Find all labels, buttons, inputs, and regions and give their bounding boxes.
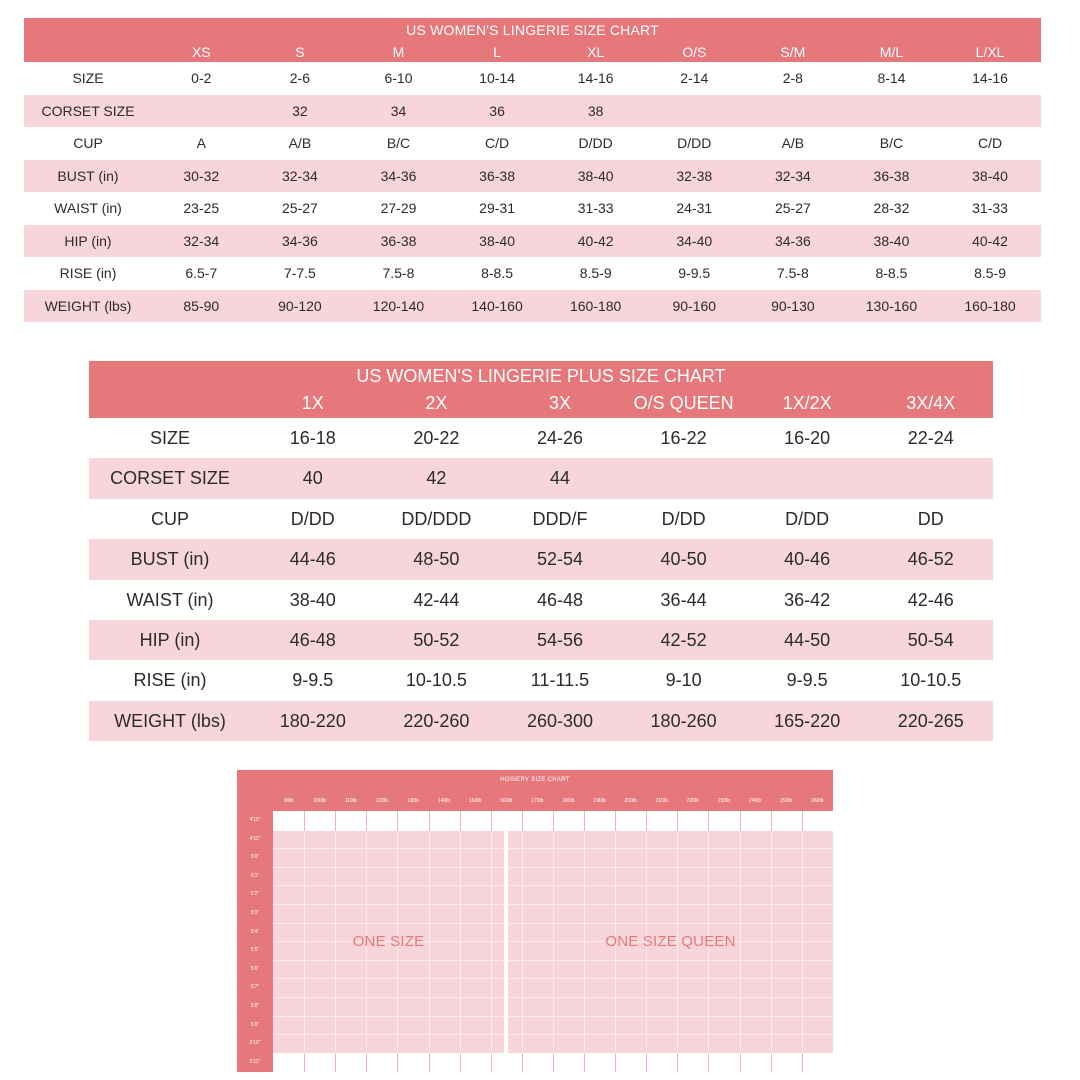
weight-header: 250lb <box>780 798 793 804</box>
table-row <box>24 127 1041 160</box>
row-label: RISE (in) <box>59 265 117 281</box>
table-cell: 8.5-9 <box>579 265 612 281</box>
height-label: 5'3" <box>250 910 260 916</box>
height-label: 5'11" <box>249 1058 261 1065</box>
table-cell: 29-31 <box>479 200 515 216</box>
chart-body <box>24 62 1041 322</box>
table-cell: DDD/F <box>532 508 588 529</box>
weight-header: 240lb <box>748 798 762 804</box>
size-header: L <box>493 44 501 60</box>
table-cell: B/C <box>386 135 411 151</box>
table-cell: 48-50 <box>413 549 460 570</box>
table-cell: 85-90 <box>183 297 220 314</box>
size-header: O/S <box>682 44 707 60</box>
table-cell: C/D <box>485 135 510 151</box>
table-cell: 2-14 <box>680 70 709 86</box>
size-header: M <box>392 44 405 60</box>
size-header: S <box>295 44 305 60</box>
height-label: 5'10" <box>249 1040 261 1047</box>
table-cell: 36-38 <box>380 232 417 249</box>
table-row <box>89 580 993 620</box>
table-cell: 160-180 <box>964 297 1016 314</box>
table-cell: 16-18 <box>289 428 336 448</box>
table-row <box>89 458 993 498</box>
table-cell: 14-16 <box>577 70 614 86</box>
table-cell: 7.5-8 <box>776 265 809 281</box>
height-label: 5'4" <box>250 928 260 935</box>
table-row <box>24 290 1041 323</box>
weight-header: 180lb <box>562 798 575 804</box>
table-cell: 40-42 <box>577 232 614 249</box>
plus-size-header: 1X <box>301 393 324 413</box>
table-cell: 38-40 <box>577 167 614 184</box>
table-row <box>24 62 1041 95</box>
table-cell: 38 <box>587 102 604 119</box>
table-cell: 6-10 <box>384 70 413 86</box>
row-label: SIZE <box>149 428 190 448</box>
table-cell: 52-54 <box>536 549 583 570</box>
table-cell: 10-10.5 <box>900 670 962 691</box>
table-cell: 24-26 <box>536 428 583 448</box>
table-cell: 180-260 <box>650 710 717 731</box>
plus-size-header: 1X/2X <box>782 393 832 413</box>
table-cell: 7-7.5 <box>283 265 316 281</box>
table-cell: 9-10 <box>665 670 702 691</box>
table-cell: DD/DDD <box>401 508 472 529</box>
table-cell: 11-11.5 <box>530 670 590 691</box>
table-cell: 50-52 <box>413 629 460 650</box>
row-label: HIP (in) <box>139 629 201 650</box>
table-cell <box>869 458 993 498</box>
table-cell: 28-32 <box>873 200 910 216</box>
table-row <box>24 95 1041 128</box>
table-cell: 90-160 <box>672 297 717 314</box>
row-label: WEIGHT (lbs) <box>44 297 132 314</box>
weight-header: 100lb <box>313 798 326 804</box>
table-cell: DD <box>917 508 944 529</box>
table-cell: 42-46 <box>907 589 954 610</box>
table-cell: 46-52 <box>907 549 954 570</box>
height-label: 5'1" <box>250 872 260 879</box>
table-cell: 25-27 <box>281 200 318 216</box>
weight-header: 260lb <box>811 798 824 804</box>
height-label: 5'9" <box>250 1021 260 1028</box>
table-cell: 130-160 <box>865 297 918 314</box>
plus-size-header: 3X/4X <box>906 393 956 413</box>
table-cell: D/DD <box>290 508 335 529</box>
table-row <box>24 160 1041 193</box>
table-cell: 2-6 <box>289 70 310 86</box>
table-cell: D/DD <box>578 135 613 151</box>
table-cell: 34-36 <box>774 232 811 249</box>
table-cell: A <box>196 135 206 151</box>
table-row <box>24 225 1041 258</box>
table-cell: 32-34 <box>183 232 220 249</box>
row-label: CORSET SIZE <box>110 468 230 489</box>
table-cell: 32-34 <box>281 167 318 184</box>
row-label: CUP <box>150 508 189 529</box>
table-cell: D/DD <box>785 508 830 529</box>
hosiery-size-chart <box>237 770 833 1072</box>
table-cell: 44-46 <box>289 549 336 570</box>
table-cell: 36-42 <box>784 589 831 610</box>
table-cell: C/D <box>977 135 1003 151</box>
table-cell: 0-2 <box>191 70 212 86</box>
size-header: M/L <box>879 44 904 60</box>
table-cell: 31-33 <box>577 200 614 216</box>
table-cell: 42 <box>426 468 447 489</box>
table-cell: 36-44 <box>660 589 707 610</box>
table-cell: 32 <box>292 102 308 119</box>
table-cell: A/B <box>781 135 805 151</box>
plus-size-header: 3X <box>548 393 571 413</box>
row-label: RISE (in) <box>133 670 207 691</box>
table-cell: 23-25 <box>183 200 220 216</box>
table-cell: 34-40 <box>676 232 713 249</box>
table-cell <box>744 95 843 128</box>
weight-header: 110lb <box>344 798 357 804</box>
table-cell: A/B <box>288 135 312 151</box>
table-row <box>89 620 993 660</box>
height-label: 4'11" <box>249 835 261 842</box>
table-cell: 40-42 <box>972 232 1008 249</box>
table-cell: 7.5-8 <box>382 265 415 281</box>
table-cell: 54-56 <box>536 629 583 650</box>
table-cell: 220-260 <box>403 710 470 731</box>
table-cell: 160-180 <box>569 297 622 314</box>
table-cell: 8-8.5 <box>875 265 908 281</box>
table-cell: 14-16 <box>972 70 1008 86</box>
plus-chart-header <box>89 361 993 418</box>
table-cell: 6.5-7 <box>185 265 218 281</box>
height-label: 5'5" <box>250 947 260 954</box>
table-cell: 90-130 <box>771 297 815 314</box>
table-cell: 22-24 <box>907 428 954 448</box>
table-cell: 34 <box>390 102 407 119</box>
lingerie-plus-size-chart <box>89 361 993 741</box>
table-cell: 90-120 <box>278 297 322 314</box>
table-cell: 34-36 <box>380 167 417 184</box>
table-cell: 260-300 <box>526 710 594 731</box>
height-label: 5'7" <box>250 984 260 991</box>
table-row <box>89 660 993 700</box>
table-cell <box>745 458 869 498</box>
table-row <box>24 192 1041 225</box>
size-header: L/XL <box>975 44 1005 60</box>
weight-header: 190lb <box>593 798 606 804</box>
table-cell: 32-38 <box>676 167 713 184</box>
size-header: S/M <box>780 44 806 60</box>
table-cell: 8.5-9 <box>974 265 1006 281</box>
chart-title: US WOMEN'S LINGERIE SIZE CHART <box>406 22 659 38</box>
weight-header: 120lb <box>375 798 388 804</box>
table-cell <box>622 458 746 498</box>
table-cell: 10-14 <box>479 70 515 86</box>
table-cell: 42-44 <box>413 589 460 610</box>
plus-size-header: O/S QUEEN <box>633 393 734 413</box>
row-label: CUP <box>73 135 103 151</box>
weight-header: 160lb <box>500 798 513 804</box>
row-label: WAIST (in) <box>54 200 122 216</box>
table-cell: 38-40 <box>873 232 910 249</box>
weight-header: 230lb <box>717 798 731 804</box>
table-cell: 40-50 <box>660 549 707 570</box>
table-cell: B/C <box>879 135 904 151</box>
weight-header: 170lb <box>531 798 544 804</box>
table-cell: 8-8.5 <box>481 265 514 281</box>
table-cell: 36-38 <box>479 167 515 184</box>
height-label: 5'0" <box>250 854 260 861</box>
table-cell: 38-40 <box>289 589 336 610</box>
table-cell: 9-9.5 <box>786 670 828 691</box>
table-cell: 140-160 <box>471 297 523 314</box>
table-cell <box>152 95 251 128</box>
table-row <box>89 539 993 579</box>
table-cell: 38-40 <box>972 167 1008 184</box>
row-label: HIP (in) <box>64 232 112 249</box>
table-cell: 2-8 <box>782 70 803 86</box>
plus-chart-title: US WOMEN'S LINGERIE PLUS SIZE CHART <box>356 366 726 386</box>
table-cell: 16-22 <box>660 428 707 448</box>
table-cell: 9-9.5 <box>678 265 711 281</box>
table-cell: 50-54 <box>907 629 954 650</box>
table-cell: 40 <box>302 468 323 489</box>
table-cell: 10-10.5 <box>405 670 467 691</box>
table-row <box>89 701 993 741</box>
weight-header: 140lb <box>437 798 451 804</box>
table-cell: 20-22 <box>413 428 460 448</box>
table-cell: 44-50 <box>784 629 831 650</box>
row-label: CORSET SIZE <box>41 102 135 119</box>
table-cell: D/DD <box>677 135 712 151</box>
hosiery-chart-title: HOSIERY SIZE CHART <box>500 777 570 783</box>
plus-size-header: 2X <box>425 393 448 413</box>
row-label: WEIGHT (lbs) <box>114 710 226 731</box>
table-cell: 25-27 <box>774 200 811 216</box>
table-cell: 36 <box>489 102 505 119</box>
height-label: 5'2" <box>250 891 260 898</box>
plus-size-header-row <box>89 389 993 418</box>
weight-header: 200lb <box>624 798 637 804</box>
table-cell: 9-9.5 <box>292 670 334 691</box>
one-size-label: ONE SIZE <box>352 933 425 950</box>
size-header: XL <box>587 44 605 60</box>
lingerie-size-chart <box>24 18 1041 322</box>
weight-header: 150lb <box>469 798 482 804</box>
table-cell <box>842 95 941 128</box>
size-header-row <box>24 42 1041 62</box>
weight-header: 90lb <box>283 798 294 804</box>
row-label: BUST (in) <box>130 549 210 570</box>
table-cell: 180-220 <box>279 710 346 731</box>
table-cell: 120-140 <box>372 297 425 314</box>
table-cell: 16-20 <box>784 428 831 448</box>
table-cell <box>645 95 744 128</box>
hosiery-grid <box>273 811 833 1072</box>
table-row <box>24 257 1041 290</box>
table-cell: 46-48 <box>536 589 583 610</box>
table-cell: 30-32 <box>183 167 220 184</box>
chart-header <box>24 18 1041 62</box>
weight-header: 130lb <box>406 798 420 804</box>
table-cell <box>941 95 1040 128</box>
row-label: SIZE <box>72 70 104 86</box>
plus-chart-body <box>89 418 993 741</box>
height-label: 5'8" <box>250 1003 260 1009</box>
table-cell: 31-33 <box>972 200 1008 216</box>
table-cell: D/DD <box>661 508 706 529</box>
table-cell: 42-52 <box>660 629 707 650</box>
row-label: WAIST (in) <box>126 589 214 610</box>
weight-header: 220lb <box>686 798 699 804</box>
table-cell: 32-34 <box>774 167 811 184</box>
table-cell: 38-40 <box>479 232 515 249</box>
table-row <box>89 418 993 458</box>
table-cell: 27-29 <box>380 200 417 216</box>
size-header: XS <box>191 44 211 60</box>
table-cell: 165-220 <box>774 710 841 731</box>
table-cell: 44 <box>549 468 570 489</box>
weight-header: 210lb <box>655 798 668 804</box>
table-cell: 34-36 <box>281 232 318 249</box>
height-label: 4'10" <box>249 817 261 823</box>
height-label: 5'6" <box>250 965 260 972</box>
table-cell: 24-31 <box>676 200 713 216</box>
table-cell: 40-46 <box>784 549 831 570</box>
table-row <box>89 499 993 539</box>
table-cell: 36-38 <box>873 167 910 184</box>
table-cell: 220-265 <box>897 710 964 731</box>
table-cell: 8-14 <box>877 70 906 86</box>
row-label: BUST (in) <box>57 167 119 184</box>
one-size-queen-label: ONE SIZE QUEEN <box>605 933 736 950</box>
table-cell: 46-48 <box>289 629 336 650</box>
